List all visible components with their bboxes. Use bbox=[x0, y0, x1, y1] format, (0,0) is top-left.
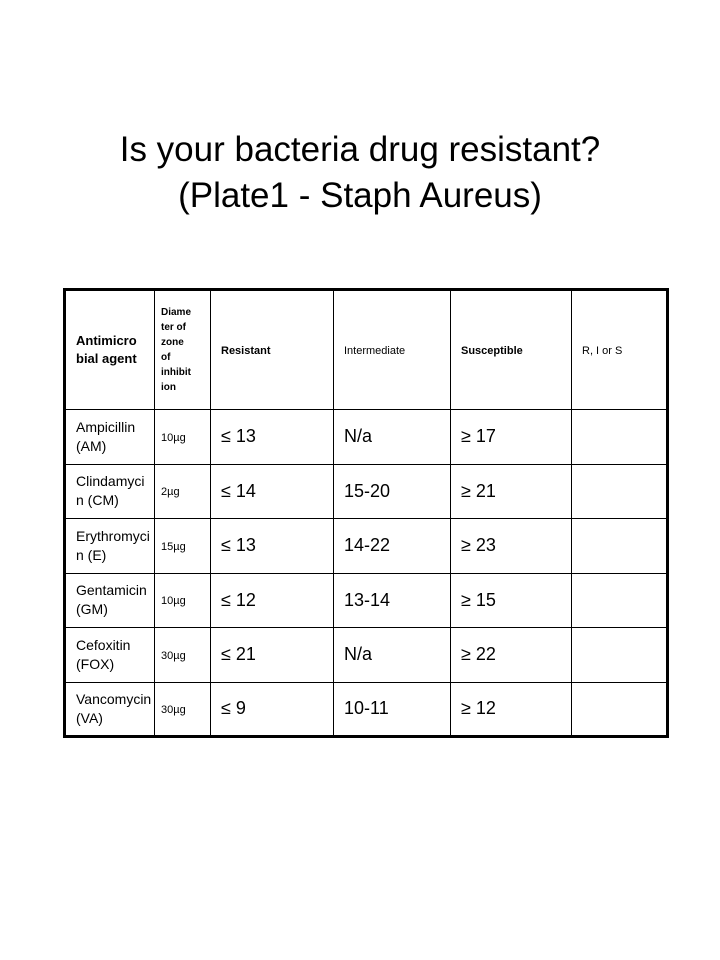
cell-dose: 10µg bbox=[155, 410, 211, 465]
cell-susceptible: ≥ 23 bbox=[451, 519, 572, 574]
cell-intermediate: N/a bbox=[334, 628, 451, 683]
page-title bbox=[0, 127, 720, 219]
header-intermediate: Intermediate bbox=[334, 290, 451, 410]
cell-intermediate: 13-14 bbox=[334, 573, 451, 628]
cell-agent: Gentamicin (GM) bbox=[65, 573, 155, 628]
cell-ris bbox=[572, 573, 668, 628]
cell-susceptible: ≥ 15 bbox=[451, 573, 572, 628]
cell-intermediate: N/a bbox=[334, 410, 451, 465]
cell-agent: Ampicillin (AM) bbox=[65, 410, 155, 465]
cell-resistant: ≤ 12 bbox=[211, 573, 334, 628]
cell-ris bbox=[572, 464, 668, 519]
cell-dose: 10µg bbox=[155, 573, 211, 628]
cell-dose: 30µg bbox=[155, 628, 211, 683]
cell-intermediate: 10-11 bbox=[334, 682, 451, 737]
susceptibility-table bbox=[63, 288, 669, 738]
cell-dose: 15µg bbox=[155, 519, 211, 574]
table-row bbox=[65, 410, 668, 465]
table-header-row bbox=[65, 290, 668, 410]
cell-dose: 2µg bbox=[155, 464, 211, 519]
table-row bbox=[65, 464, 668, 519]
cell-agent: Cefoxitin (FOX) bbox=[65, 628, 155, 683]
header-susceptible: Susceptible bbox=[451, 290, 572, 410]
cell-agent: Clindamycin (CM) bbox=[65, 464, 155, 519]
table-row bbox=[65, 573, 668, 628]
cell-ris bbox=[572, 628, 668, 683]
cell-resistant: ≤ 21 bbox=[211, 628, 334, 683]
cell-ris bbox=[572, 682, 668, 737]
table-row bbox=[65, 628, 668, 683]
table-row bbox=[65, 682, 668, 737]
table-row bbox=[65, 519, 668, 574]
cell-resistant: ≤ 13 bbox=[211, 519, 334, 574]
cell-resistant: ≤ 9 bbox=[211, 682, 334, 737]
header-agent: Antimicrobial agent bbox=[65, 290, 155, 410]
header-diameter: Diameter of zone of inhibition bbox=[155, 290, 211, 410]
cell-agent: Vancomycin (VA) bbox=[65, 682, 155, 737]
header-ris: R, I or S bbox=[572, 290, 668, 410]
cell-susceptible: ≥ 12 bbox=[451, 682, 572, 737]
title-line-2: (Plate1 - Staph Aureus) bbox=[178, 176, 542, 215]
cell-susceptible: ≥ 17 bbox=[451, 410, 572, 465]
title-line-1: Is your bacteria drug resistant? bbox=[119, 130, 601, 169]
cell-dose: 30µg bbox=[155, 682, 211, 737]
cell-intermediate: 14-22 bbox=[334, 519, 451, 574]
cell-ris bbox=[572, 519, 668, 574]
cell-agent: Erythromycin (E) bbox=[65, 519, 155, 574]
cell-ris bbox=[572, 410, 668, 465]
cell-intermediate: 15-20 bbox=[334, 464, 451, 519]
cell-susceptible: ≥ 21 bbox=[451, 464, 572, 519]
cell-resistant: ≤ 13 bbox=[211, 410, 334, 465]
header-resistant: Resistant bbox=[211, 290, 334, 410]
cell-susceptible: ≥ 22 bbox=[451, 628, 572, 683]
cell-resistant: ≤ 14 bbox=[211, 464, 334, 519]
